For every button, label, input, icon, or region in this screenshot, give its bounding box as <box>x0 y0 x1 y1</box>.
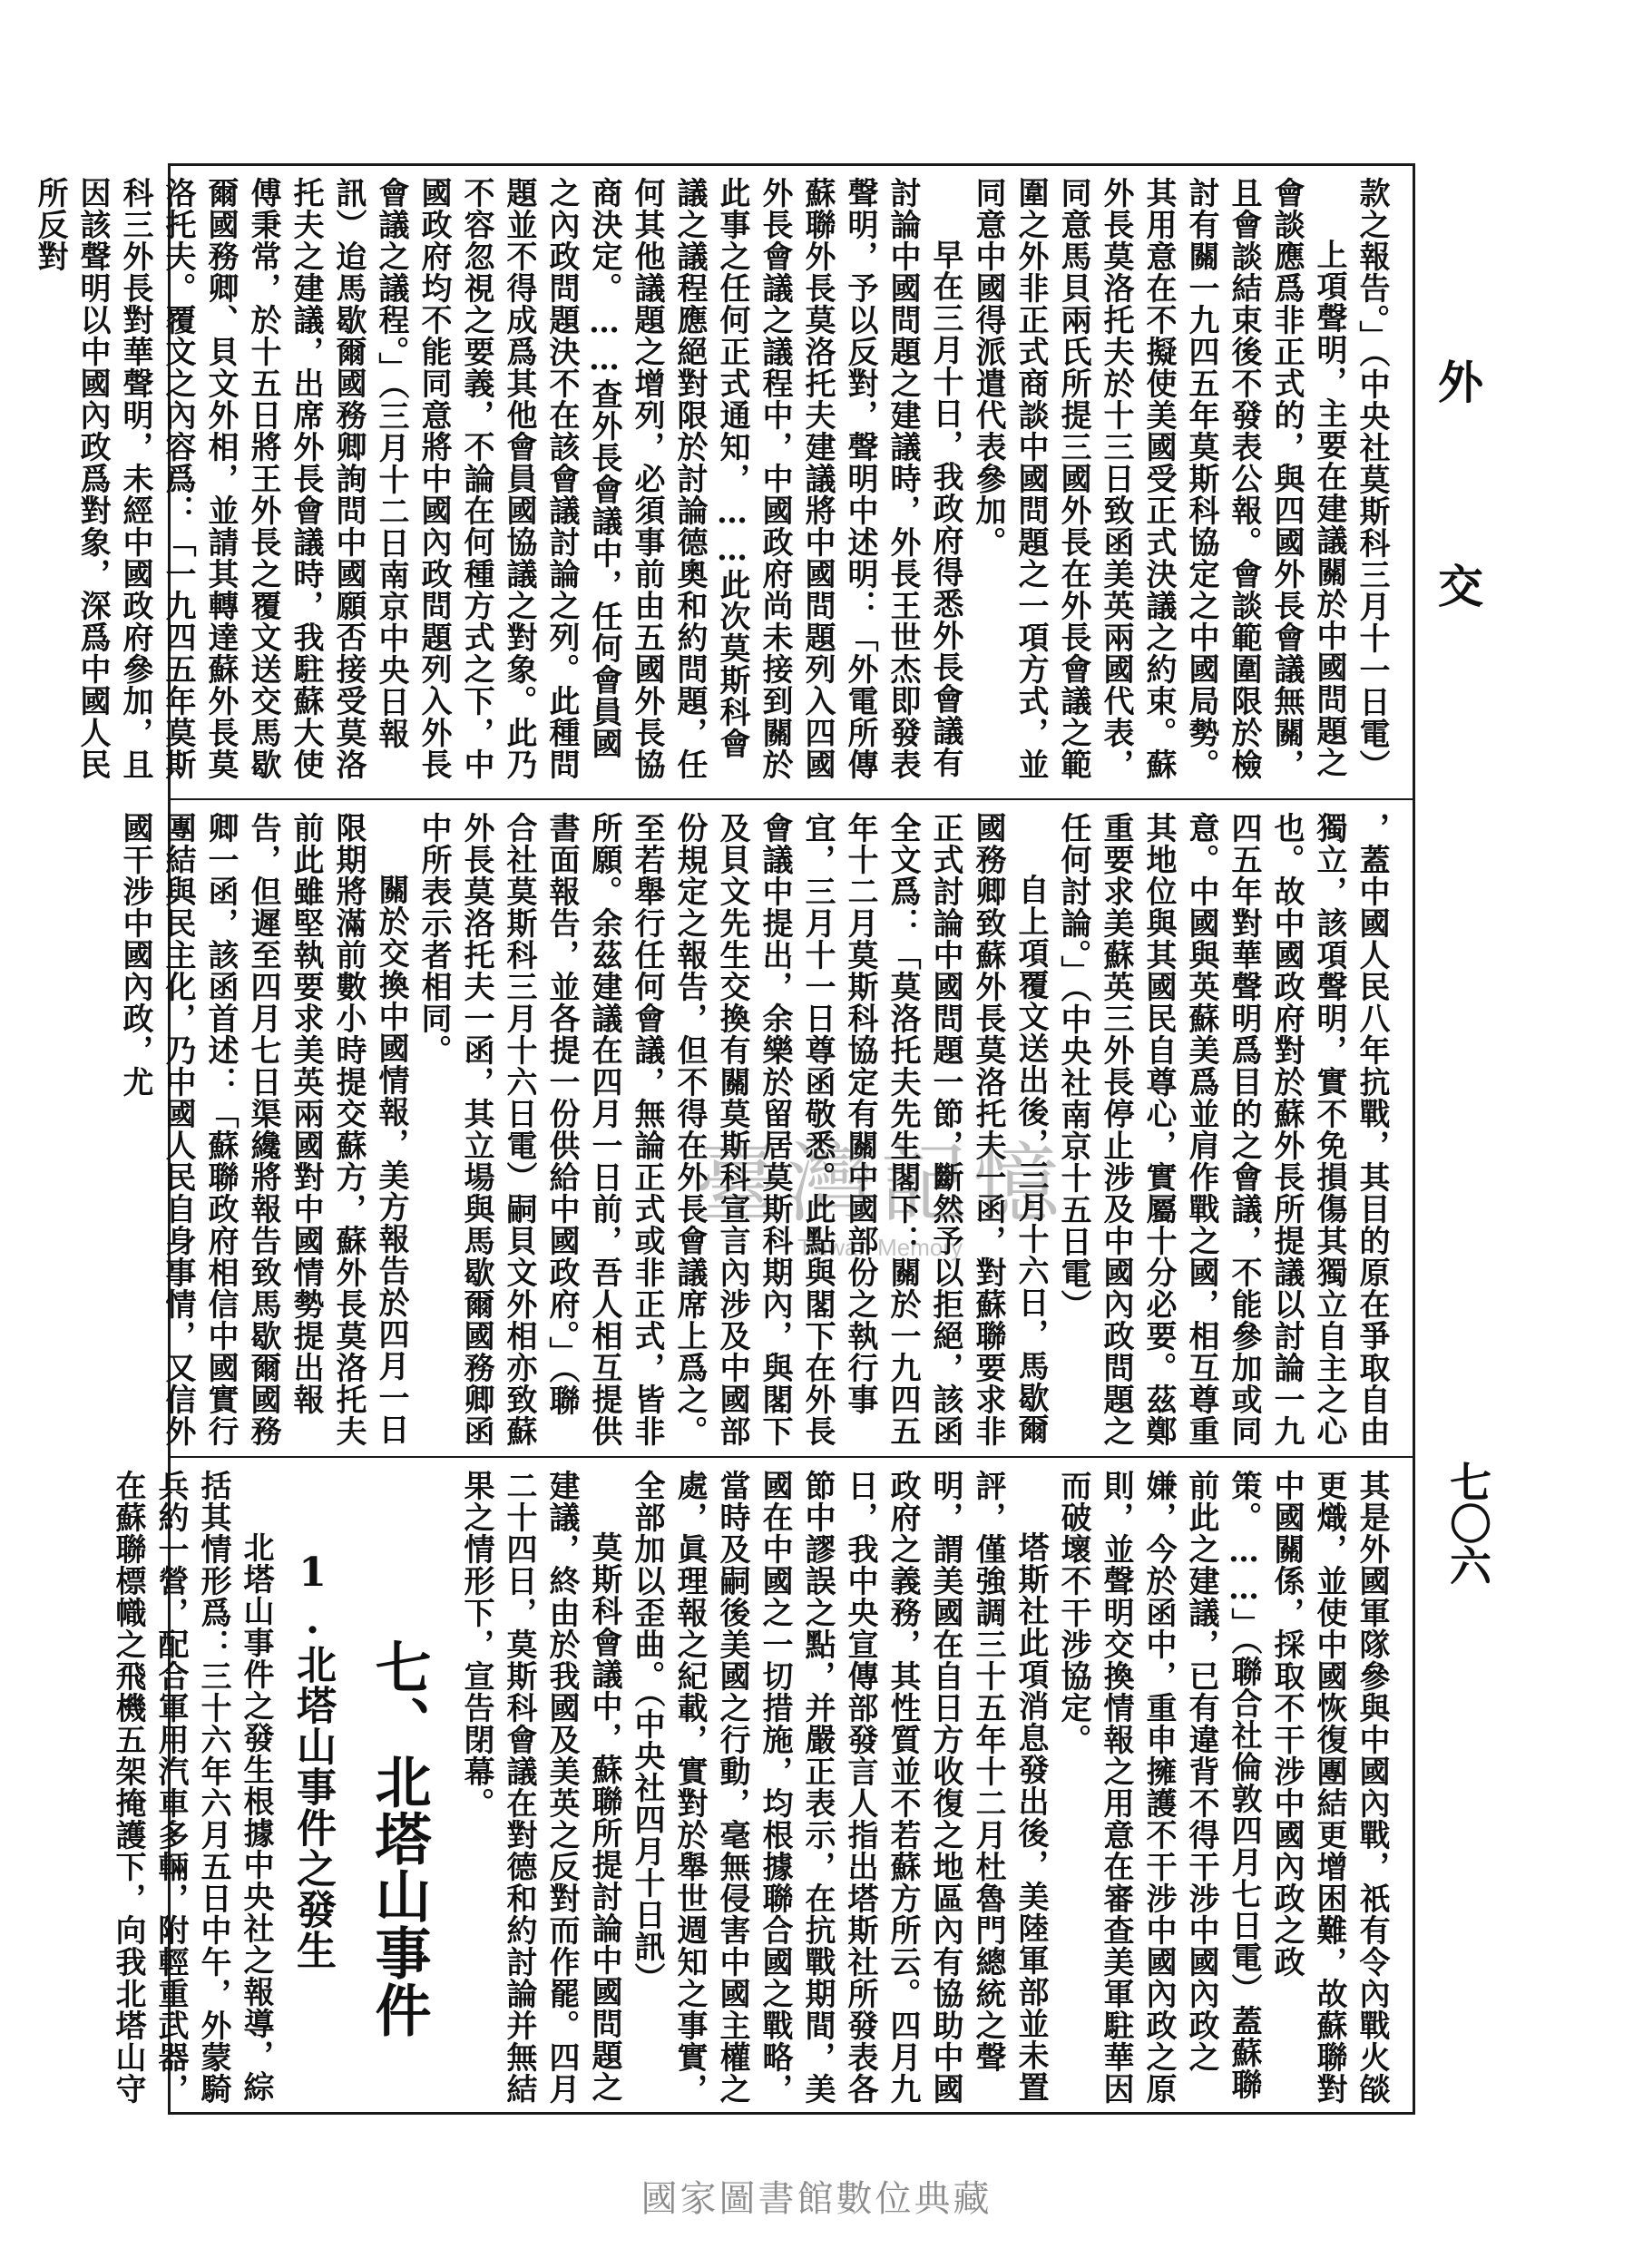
paragraph: 款之報告。」（中央社莫斯科三月十一日電） <box>1354 177 1390 781</box>
text-tier-bottom <box>110 1470 1393 2105</box>
page-number: 七〇六 <box>1443 1461 1492 1586</box>
tier-divider-2 <box>168 1456 1415 1458</box>
section-heading: 七、北塔山事件 <box>366 1638 432 2038</box>
page-border-bottom <box>168 2112 1415 2115</box>
paragraph: 其是外國軍隊參與中國內戰，祇有令內戰火燄更熾，並使中國恢復團結更增困難，故蘇聯對中國關係，採取不干涉中國內政之政策。……」（聯合社倫敦四月七日電）蓋蘇聯前此之建議，已有違背不得干涉中國內政之嫌，今於函中，重申擁護不干涉中國內政之原則，並聲明交換情報之用意在審查美軍駐華因而破壞不干涉協定。 <box>1055 1470 1390 2105</box>
paragraph: 北塔山事件之發生根據中央社之報導，綜括其情形爲：三十六年六月五日中午，外蒙騎兵約一營，配合軍用汽車多輛，附輕重武器，在蘇聯標幟之飛機五架掩護下，向我北塔山守 <box>110 1470 274 2105</box>
page-border-right <box>1413 163 1415 2114</box>
watermark-logo-text: 臺灣記憶 <box>695 1133 1065 1235</box>
subsection-heading: 1.北塔山事件之發生 <box>289 1549 336 1970</box>
paragraph: 關於交換中國情報，美方報告於四月一日限期將滿前數小時提交蘇方，蘇外長莫洛托夫前此雖堅執要求美英兩國對中國情勢提出報告，但遲至四月七日渠纔將報告致馬歇爾國務卿一函，該函首述：「蘇聯政府相信中國實行團結與民主化，乃中國人民自身事情，又信外國干涉中國內政，尤 <box>117 812 409 1447</box>
tier-divider-1 <box>168 798 1415 800</box>
paragraph: 莫斯科會議中，蘇聯所提討論中國問題之建議，終由於我國及美英之反對而作罷。四月二十四日，莫斯科會議在對德和約討論并無結果之情形下，宣告閉幕。 <box>458 1470 622 2105</box>
paragraph: 塔斯社此項消息發出後，美陸軍部並未置評，僅強調三十五年十二月杜魯門總統之聲明，謂美國在自日方收復之地區內有協助中國政府之義務，其性質並不若蘇方所云。四月九日，我中央宣傳部發言人指出塔斯社所發表各節中謬誤之點，并嚴正表示，在抗戰期間，美國在中國之一切措施，均根據聯合國之戰略，當時及嗣後美國之行動，毫無侵害中國主權之處，眞理報之紀載，實對於舉世週知之事實，全部加以歪曲。（中央社四月十日訊） <box>629 1470 1049 2105</box>
paragraph: 自上項覆文送出後，三月十六日，馬歇爾國務卿致蘇外長莫洛托夫一函，對蘇聯要求非正式討論中國問題一節，斷然予以拒絕，該函全文爲：「莫洛托夫先生閣下：關於一九四五年十二月莫斯科協定有關中國部份之執行事宜，三月十一日尊函敬悉。此點與閣下在外長會議中提出，余樂於留居莫斯科期內，與閣下及貝文先生交換有關莫斯科宣言內涉及中國部份規定之報告，但不得在外長會議席上爲之。至若舉行任何會議，無論正式或非正式，皆非所願。余茲建議在四月一日前，吾人相互提供書面報告，並各提一份供給中國政府。」（聯合社莫斯科三月十六日電）嗣貝文外相亦致蘇外長莫洛托夫一函，其立場與馬歇爾國務卿函中所表示者相同。 <box>416 812 1049 1447</box>
page-border-top <box>168 163 1415 166</box>
paragraph: ，蓋中國人民八年抗戰，其目的原在爭取自由獨立，該項聲明，實不免損傷其獨立自主之心也。故中國政府對於蘇外長所提議以討論一九四五年對華聲明爲目的之會議，不能參加或同意。中國與英蘇美爲並肩作戰之國，相互尊重其地位與其國民自尊心，實屬十分必要。茲鄭重要求美蘇英三外長停止涉及中國內政問題之任何討論。」（中央社南京十五日電） <box>1055 812 1390 1447</box>
running-header-char-2: 交 <box>1431 562 1484 608</box>
paragraph: 早在三月十日，我政府得悉外長會議有討論中國問題之建議時，外長王世杰即發表聲明，予以反對，聲明中述明：「外電所傳蘇聯外長莫洛托夫建議將中國問題列入四國外長會議之議程中，中國政府尚未接到關於此事之任何正式通知，……此次莫斯科會議之議程應絕對限於討論德奧和約問題，任何其他議題之增列，必須事前由五國外長協商決定。……查外長會議中，任何會員國之內政問題決不在該會議討論之列。此種問題並不得成爲其他會員國協議之對象。此乃不容忽視之要義，不論在何種方式之下，中國政府均不能同意將中國內政問題列入外長會議之議程。」（三月十二日南京中央日報訊）迨馬歇爾國務卿詢問中國願否接受莫洛托夫之建議，出席外長會議時，我駐蘇大使傅秉常，於十五日將王外長之覆文送交馬歇爾國務卿、貝文外相，並請其轉達蘇外長莫洛托夫。覆文之內容爲：「一九四五年莫斯科三外長對華聲明，未經中國政府參加，且因該聲明以中國內政爲對象，深爲中國人民所反對 <box>32 177 963 780</box>
text-tier-top <box>32 177 1393 789</box>
running-header-char-1: 外 <box>1431 358 1484 404</box>
paragraph: 上項聲明，主要在建議關於中國問題之會談應爲非正式的，與四國外長會議無關，且會談結束後不發表公報。會談範圍限於檢討有關一九四五年莫斯科協定之中國局勢。其用意在不擬使美國受正式決議之約束。蘇外長莫洛托夫於十三日致函美英兩國代表，同意馬貝兩氏所提三國外長在外長會議之範圍之外非正式商談中國問題之一項方式，並同意中國得派遣代表參加。 <box>970 177 1347 780</box>
text-tier-middle <box>117 812 1393 1447</box>
archive-footer-caption: 國家圖書館數位典藏 <box>640 2178 993 2220</box>
watermark-english-text: Taiwan Memory <box>797 1234 963 1261</box>
